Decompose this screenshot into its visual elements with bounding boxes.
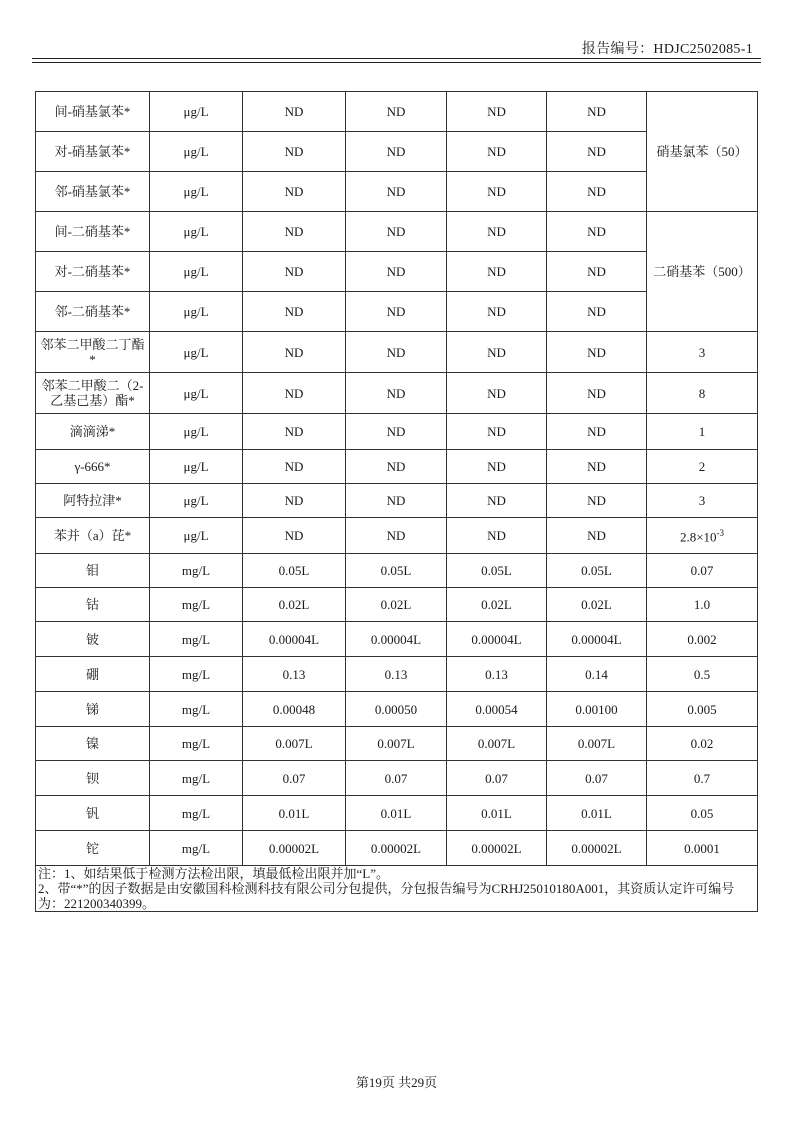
header-rule xyxy=(32,58,761,59)
unit: μg/L xyxy=(150,484,243,518)
unit: mg/L xyxy=(150,588,243,622)
value-1: ND xyxy=(243,292,346,332)
value-2: 0.07 xyxy=(346,761,447,796)
value-4: 0.007L xyxy=(547,727,647,761)
unit: μg/L xyxy=(150,252,243,292)
value-4: ND xyxy=(547,132,647,172)
value-2: ND xyxy=(346,132,447,172)
factor-name: 苯并（a）芘* xyxy=(36,518,150,554)
value-3: ND xyxy=(447,252,547,292)
table-row xyxy=(36,831,758,866)
value-2: ND xyxy=(346,252,447,292)
value-1: ND xyxy=(243,172,346,212)
value-2: 0.02L xyxy=(346,588,447,622)
value-1: ND xyxy=(243,414,346,450)
value-1: ND xyxy=(243,252,346,292)
unit: μg/L xyxy=(150,132,243,172)
value-2: ND xyxy=(346,414,447,450)
unit: μg/L xyxy=(150,172,243,212)
table-row xyxy=(36,92,758,132)
unit: mg/L xyxy=(150,796,243,831)
value-1: ND xyxy=(243,332,346,373)
value-3: ND xyxy=(447,484,547,518)
unit: μg/L xyxy=(150,450,243,484)
factor-name: 铍 xyxy=(36,622,150,657)
limit xyxy=(647,518,758,554)
value-4: ND xyxy=(547,414,647,450)
unit: μg/L xyxy=(150,518,243,554)
unit: mg/L xyxy=(150,831,243,866)
factor-name: 钴 xyxy=(36,588,150,622)
factor-name: 镍 xyxy=(36,727,150,761)
value-3: 0.00002L xyxy=(447,831,547,866)
value-4: ND xyxy=(547,484,647,518)
value-3: ND xyxy=(447,132,547,172)
limit: 1 xyxy=(647,414,758,450)
value-2: 0.007L xyxy=(346,727,447,761)
table-row xyxy=(36,212,758,252)
value-4: 0.00100 xyxy=(547,692,647,727)
header-rule-thin xyxy=(32,62,761,63)
table-row xyxy=(36,554,758,588)
limit: 0.02 xyxy=(647,727,758,761)
factor-name: 间-硝基氯苯* xyxy=(36,92,150,132)
unit: mg/L xyxy=(150,727,243,761)
table-row xyxy=(36,761,758,796)
value-4: 0.05L xyxy=(547,554,647,588)
limit: 8 xyxy=(647,373,758,414)
note-line-1: 注：1、如结果低于检测方法检出限，填最低检出限并加“L”。 xyxy=(38,866,389,881)
limit: 0.07 xyxy=(647,554,758,588)
factor-name: 阿特拉津* xyxy=(36,484,150,518)
factor-name: 钒 xyxy=(36,796,150,831)
value-3: ND xyxy=(447,212,547,252)
value-4: 0.00002L xyxy=(547,831,647,866)
factor-name: 邻-二硝基苯* xyxy=(36,292,150,332)
value-3: 0.00054 xyxy=(447,692,547,727)
factor-name: 锑 xyxy=(36,692,150,727)
limit: 2 xyxy=(647,450,758,484)
unit: mg/L xyxy=(150,554,243,588)
table-row xyxy=(36,373,758,414)
value-4: ND xyxy=(547,292,647,332)
limit: 0.5 xyxy=(647,657,758,692)
limit: 0.005 xyxy=(647,692,758,727)
value-3: ND xyxy=(447,450,547,484)
limit-dinitrobenzene: 二硝基苯（500） xyxy=(647,212,758,332)
limit: 0.002 xyxy=(647,622,758,657)
value-4: ND xyxy=(547,518,647,554)
value-3: ND xyxy=(447,373,547,414)
table-row xyxy=(36,518,758,554)
value-4: ND xyxy=(547,92,647,132)
value-4: ND xyxy=(547,252,647,292)
unit: μg/L xyxy=(150,332,243,373)
unit: μg/L xyxy=(150,292,243,332)
table-row xyxy=(36,622,758,657)
unit: mg/L xyxy=(150,622,243,657)
factor-name: 对-二硝基苯* xyxy=(36,252,150,292)
report-number: 报告编号：HDJC2502085-1 xyxy=(581,42,753,57)
value-4: ND xyxy=(547,373,647,414)
value-2: ND xyxy=(346,292,447,332)
table-row xyxy=(36,588,758,622)
note-line-2: 2、带“*”的因子数据是由安徽国科检测科技有限公司分包提供，分包报告编号为CRHJ25010180A001，其资质认定许可编号为：221200340399。 xyxy=(38,881,735,911)
value-4: ND xyxy=(547,212,647,252)
value-4: 0.14 xyxy=(547,657,647,692)
value-1: 0.007L xyxy=(243,727,346,761)
limit: 1.0 xyxy=(647,588,758,622)
value-3: 0.13 xyxy=(447,657,547,692)
value-3: ND xyxy=(447,518,547,554)
factor-name: 间-二硝基苯* xyxy=(36,212,150,252)
value-3: 0.07 xyxy=(447,761,547,796)
unit: μg/L xyxy=(150,92,243,132)
table-row xyxy=(36,414,758,450)
unit: μg/L xyxy=(150,414,243,450)
value-4: 0.07 xyxy=(547,761,647,796)
limit-nitrochlorobenzene: 硝基氯苯（50） xyxy=(647,92,758,212)
value-1: 0.01L xyxy=(243,796,346,831)
value-2: ND xyxy=(346,450,447,484)
value-2: 0.05L xyxy=(346,554,447,588)
value-2: ND xyxy=(346,332,447,373)
value-3: 0.01L xyxy=(447,796,547,831)
value-1: ND xyxy=(243,484,346,518)
value-1: ND xyxy=(243,92,346,132)
limit: 0.05 xyxy=(647,796,758,831)
value-1: 0.00004L xyxy=(243,622,346,657)
limit: 3 xyxy=(647,332,758,373)
value-2: ND xyxy=(346,484,447,518)
value-3: ND xyxy=(447,332,547,373)
value-3: 0.007L xyxy=(447,727,547,761)
value-3: ND xyxy=(447,414,547,450)
value-2: 0.13 xyxy=(346,657,447,692)
value-2: 0.01L xyxy=(346,796,447,831)
value-1: 0.00002L xyxy=(243,831,346,866)
value-2: 0.00002L xyxy=(346,831,447,866)
value-1: ND xyxy=(243,450,346,484)
value-2: ND xyxy=(346,172,447,212)
factor-name: 对-硝基氯苯* xyxy=(36,132,150,172)
factor-name: 邻苯二甲酸二丁酯* xyxy=(36,332,150,373)
table-row xyxy=(36,332,758,373)
factor-name: 邻苯二甲酸二（2-乙基己基）酯* xyxy=(36,373,150,414)
value-4: ND xyxy=(547,172,647,212)
table-row xyxy=(36,450,758,484)
value-1: ND xyxy=(243,132,346,172)
value-3: 0.05L xyxy=(447,554,547,588)
table-row xyxy=(36,727,758,761)
unit: mg/L xyxy=(150,657,243,692)
value-3: 0.00004L xyxy=(447,622,547,657)
results-table xyxy=(35,91,758,912)
factor-name: 铊 xyxy=(36,831,150,866)
unit: μg/L xyxy=(150,373,243,414)
limit-base: 2.8×10 xyxy=(679,529,717,545)
factor-name: γ-666* xyxy=(36,450,150,484)
value-1: ND xyxy=(243,212,346,252)
value-4: 0.00004L xyxy=(547,622,647,657)
value-2: 0.00050 xyxy=(346,692,447,727)
unit: μg/L xyxy=(150,212,243,252)
value-1: 0.02L xyxy=(243,588,346,622)
value-4: 0.02L xyxy=(547,588,647,622)
factor-name: 硼 xyxy=(36,657,150,692)
unit: mg/L xyxy=(150,692,243,727)
table-row xyxy=(36,796,758,831)
value-3: 0.02L xyxy=(447,588,547,622)
page-number: 第19页 共29页 xyxy=(355,1075,438,1090)
table-row xyxy=(36,484,758,518)
factor-name: 钡 xyxy=(36,761,150,796)
factor-name: 滴滴涕* xyxy=(36,414,150,450)
value-1: ND xyxy=(243,373,346,414)
value-4: ND xyxy=(547,450,647,484)
value-2: ND xyxy=(346,212,447,252)
value-4: 0.01L xyxy=(547,796,647,831)
value-1: ND xyxy=(243,518,346,554)
table-row xyxy=(36,692,758,727)
factor-name: 邻-硝基氯苯* xyxy=(36,172,150,212)
limit: 0.0001 xyxy=(647,831,758,866)
limit-exponent: -3 xyxy=(716,528,725,539)
value-1: 0.07 xyxy=(243,761,346,796)
value-3: ND xyxy=(447,92,547,132)
value-2: ND xyxy=(346,92,447,132)
table-row xyxy=(36,657,758,692)
factor-name: 钼 xyxy=(36,554,150,588)
value-2: 0.00004L xyxy=(346,622,447,657)
value-1: 0.13 xyxy=(243,657,346,692)
limit: 3 xyxy=(647,484,758,518)
unit: mg/L xyxy=(150,761,243,796)
value-2: ND xyxy=(346,518,447,554)
value-3: ND xyxy=(447,172,547,212)
notes xyxy=(36,866,758,912)
limit: 0.7 xyxy=(647,761,758,796)
value-3: ND xyxy=(447,292,547,332)
value-1: 0.05L xyxy=(243,554,346,588)
value-2: ND xyxy=(346,373,447,414)
value-4: ND xyxy=(547,332,647,373)
value-1: 0.00048 xyxy=(243,692,346,727)
notes-row xyxy=(36,866,758,912)
